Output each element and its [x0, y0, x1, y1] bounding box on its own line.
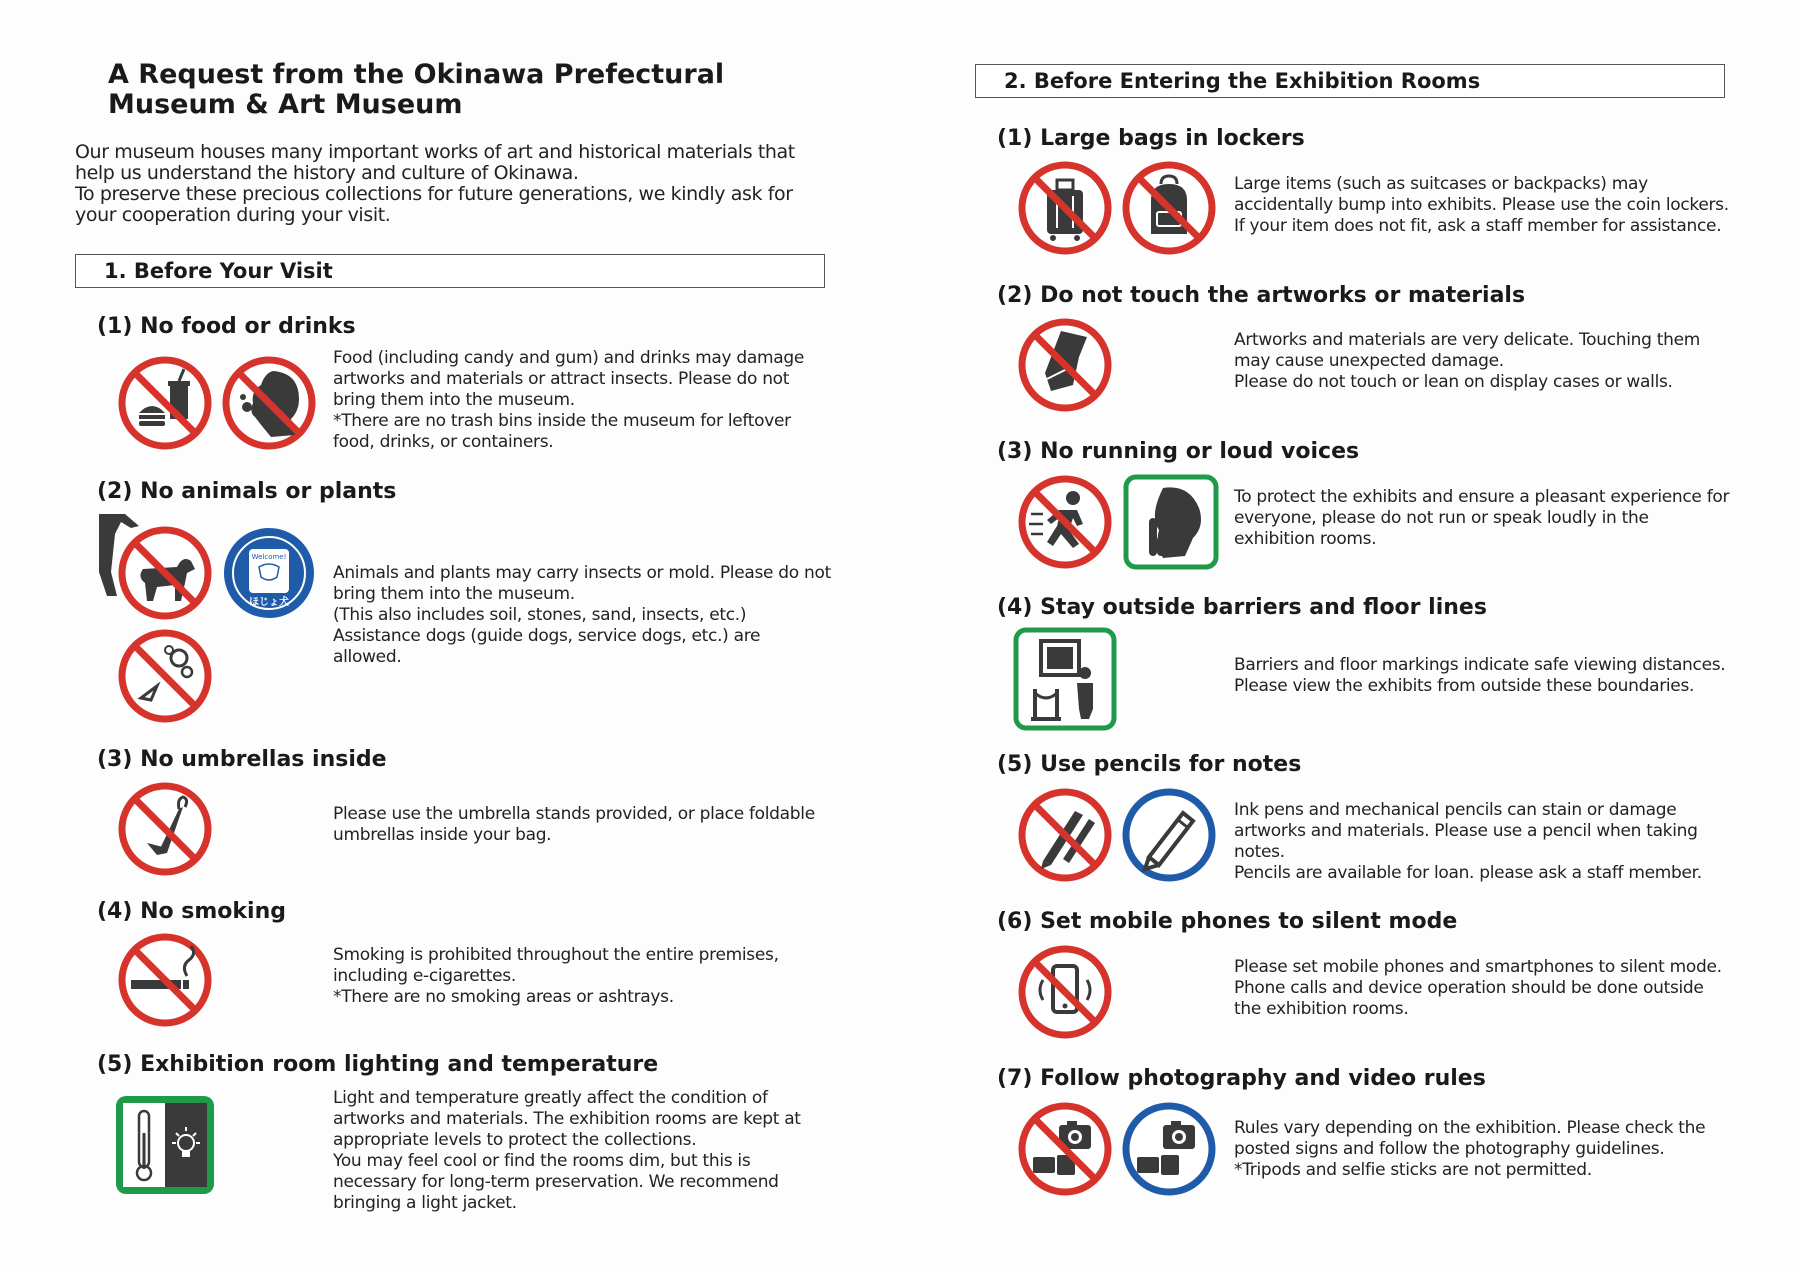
- no-photography-icon: [1017, 1101, 1113, 1197]
- item-title: (4) Stay outside barriers and floor lines: [997, 595, 1487, 620]
- description-line: Assistance dogs (guide dogs, service dogs, etc.) are allowed.: [333, 626, 761, 667]
- no-running-icon: [1017, 474, 1113, 570]
- item-title: (7) Follow photography and video rules: [997, 1066, 1486, 1091]
- description-line: Please use the umbrella stands provided, or place foldable umbrellas inside your bag.: [333, 804, 815, 845]
- item-description: [1234, 487, 1730, 550]
- item-title: (3) No umbrellas inside: [97, 747, 387, 772]
- item-title: (2) Do not touch the artworks or materials: [997, 283, 1526, 308]
- item-title: (6) Set mobile phones to silent mode: [997, 909, 1458, 934]
- no-backpack-icon: [1121, 160, 1217, 256]
- description-line: Animals and plants may carry insects or mold. Please do not bring them into the museum.: [333, 563, 831, 604]
- photography-allowed-icon: [1121, 1101, 1217, 1197]
- no-touching-icon: [1017, 317, 1113, 413]
- quiet-please-icon: [1123, 474, 1219, 570]
- barrier-viewing-icon: [1013, 627, 1117, 731]
- intro-paragraph: Our museum houses many important works of art and historical materials that help us understand the history and culture of Okinawa.: [75, 141, 795, 184]
- item-description: [1234, 174, 1730, 237]
- assistance-sign-top: Welcome!: [251, 553, 287, 561]
- description-line: Barriers and floor markings indicate safe viewing distances.: [1234, 655, 1726, 675]
- no-phone-ringing-icon: [1017, 944, 1113, 1040]
- description-line: Pencils are available for loan. please ask a staff member.: [1234, 863, 1702, 883]
- description-line: Rules vary depending on the exhibition. Please check the posted signs and follow the photography guidelines.: [1234, 1118, 1706, 1159]
- page-title: A Request from the Okinawa Prefectural Museum & Art Museum: [108, 59, 725, 120]
- intro-paragraph: To preserve these precious collections for future generations, we kindly ask for your cooperation during your visit.: [75, 183, 793, 226]
- item-description: [1234, 1118, 1730, 1181]
- no-food-drink-icon: [117, 355, 213, 451]
- item-title: (5) Use pencils for notes: [997, 752, 1302, 777]
- description-line: Large items (such as suitcases or backpacks) may accidentally bump into exhibits. Please use the coin lockers.: [1234, 174, 1729, 215]
- no-plants-icon: [117, 628, 213, 724]
- description-line: Artworks and materials are very delicate. Touching them may cause unexpected damage.: [1234, 330, 1700, 371]
- item-description: [333, 563, 833, 668]
- item-description: [1234, 800, 1730, 884]
- item-title: (4) No smoking: [97, 899, 286, 924]
- no-umbrella-icon: [117, 781, 213, 877]
- description-line: To protect the exhibits and ensure a pleasant experience for everyone, please do not run or speak loudly in the exhibition rooms.: [1234, 487, 1730, 549]
- item-title: (1) Large bags in lockers: [997, 126, 1305, 151]
- assistance-dog-welcome-icon: [221, 525, 317, 621]
- section2-heading: 2. Before Entering the Exhibition Rooms: [975, 64, 1725, 98]
- description-line: Please view the exhibits from outside these boundaries.: [1234, 676, 1695, 696]
- item-title: (1) No food or drinks: [97, 314, 356, 339]
- item-title: (3) No running or loud voices: [997, 439, 1360, 464]
- description-line: If your item does not fit, ask a staff member for assistance.: [1234, 216, 1722, 236]
- item-description: [333, 945, 833, 1008]
- item-description: [1234, 957, 1730, 1020]
- no-smoking-icon: [117, 932, 213, 1028]
- assistance-sign-bottom: ほじょ犬: [249, 597, 289, 608]
- description-line: Food (including candy and gum) and drinks may damage artworks and materials or attract insects. Please do not bring them into the museum.: [333, 348, 805, 410]
- temperature-light-icon: [113, 1093, 217, 1197]
- item-description: [333, 804, 833, 846]
- description-line: Ink pens and mechanical pencils can stain or damage artworks and materials. Please use a pencil when taking notes.: [1234, 800, 1698, 862]
- description-line: Please do not touch or lean on display cases or walls.: [1234, 372, 1673, 392]
- description-line: Please set mobile phones and smartphones to silent mode.: [1234, 957, 1722, 977]
- description-line: Smoking is prohibited throughout the entire premises, including e-cigarettes.: [333, 945, 779, 986]
- item-description: [333, 348, 833, 453]
- item-description: [1234, 655, 1730, 697]
- description-line: (This also includes soil, stones, sand, insects, etc.): [333, 605, 747, 625]
- item-title: (5) Exhibition room lighting and temperature: [97, 1052, 659, 1077]
- description-line: *There are no smoking areas or ashtrays.: [333, 987, 674, 1007]
- description-line: Light and temperature greatly affect the condition of artworks and materials. The exhibition rooms are kept at appropriate levels to protect the collections.: [333, 1088, 801, 1150]
- description-line: *Tripods and selfie sticks are not permitted.: [1234, 1160, 1592, 1180]
- section1-heading: 1. Before Your Visit: [75, 254, 825, 288]
- intro-text: [75, 142, 835, 226]
- item-title: (2) No animals or plants: [97, 479, 397, 504]
- pencil-allowed-icon: [1121, 787, 1217, 883]
- no-pens-icon: [1017, 787, 1113, 883]
- no-suitcase-icon: [1017, 160, 1113, 256]
- description-line: You may feel cool or find the rooms dim, but this is necessary for long-term preservation. We recommend bringing a light jacket.: [333, 1151, 779, 1213]
- description-line: Phone calls and device operation should be done outside the exhibition rooms.: [1234, 978, 1704, 1019]
- item-description: [333, 1088, 833, 1214]
- item-description: [1234, 330, 1730, 393]
- no-animals-icon: [117, 525, 213, 621]
- no-eating-icon: [221, 355, 317, 451]
- description-line: *There are no trash bins inside the museum for leftover food, drinks, or containers.: [333, 411, 791, 452]
